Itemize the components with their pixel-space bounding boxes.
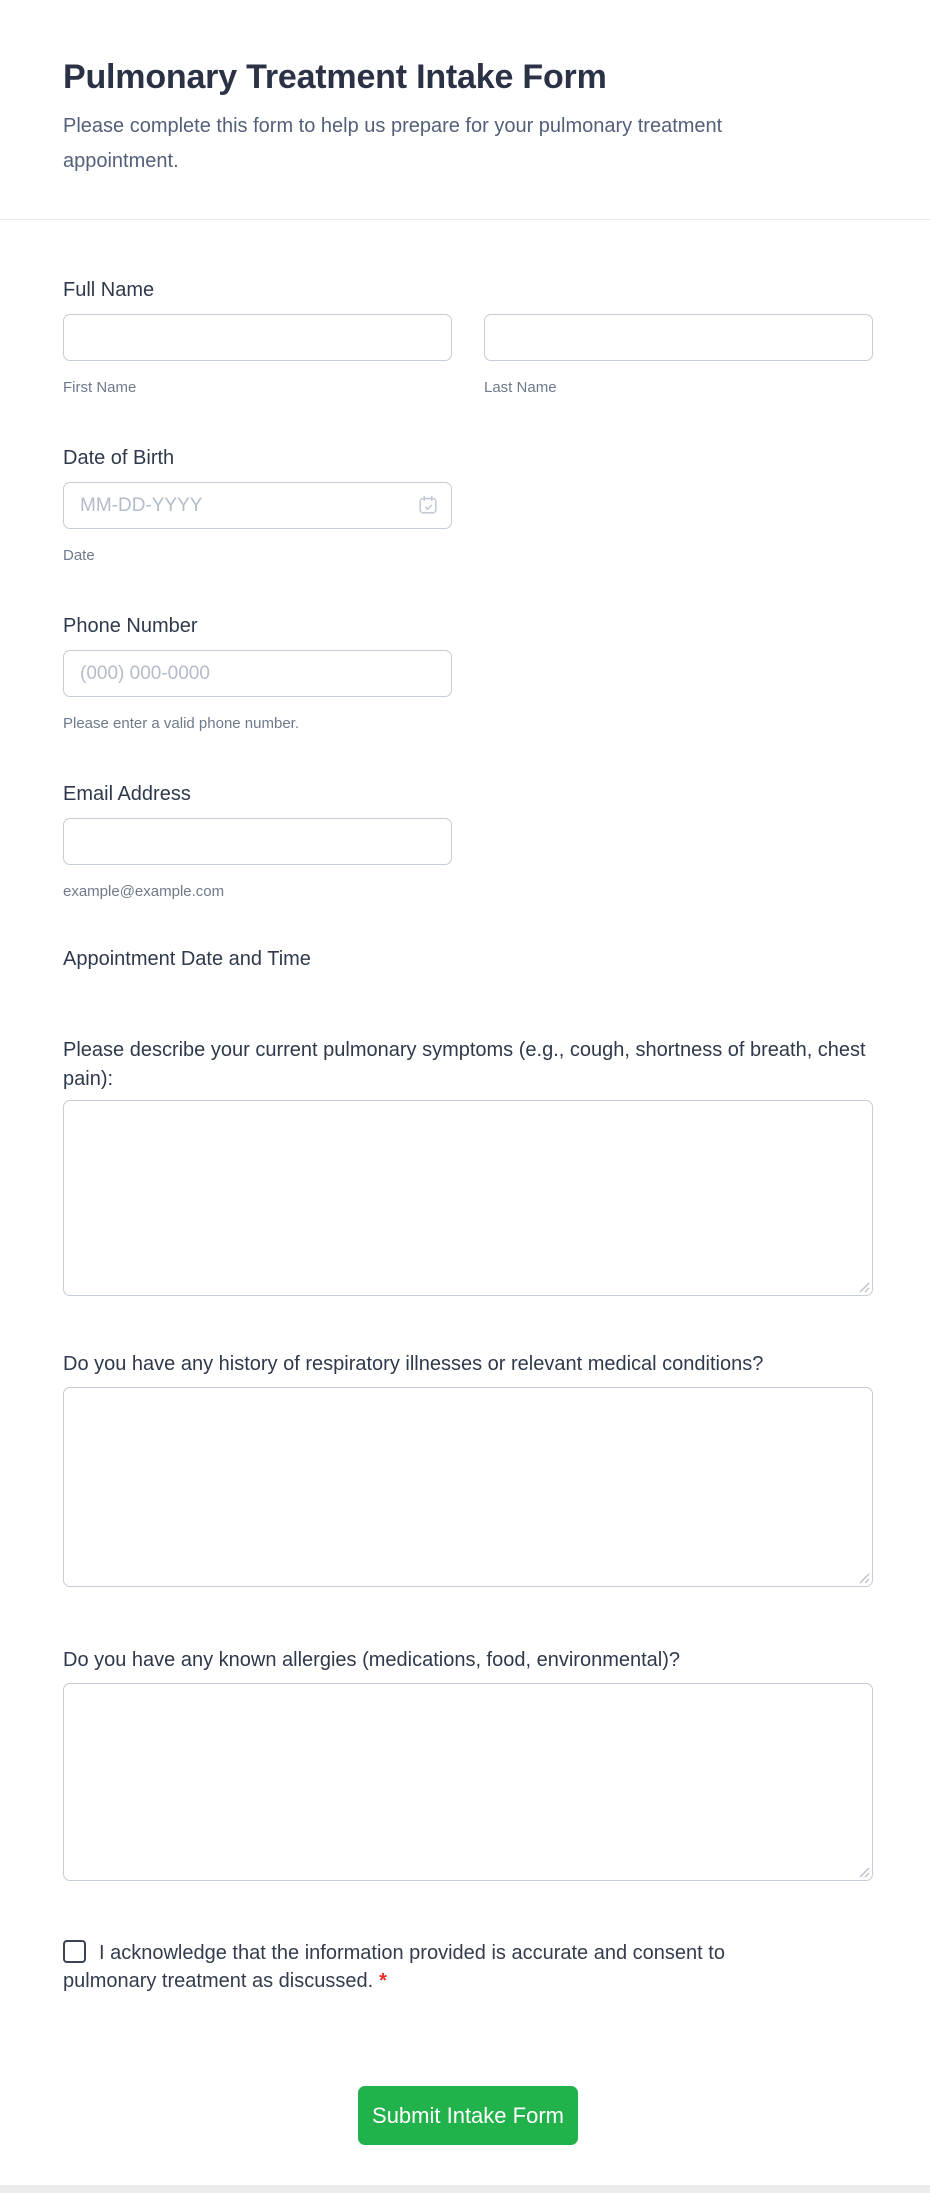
page-subtitle: Please complete this form to help us prepare for your pulmonary treatment appointment. — [63, 115, 723, 172]
history-label: Do you have any history of respiratory illnesses or relevant medical conditions? — [63, 1353, 764, 1375]
phone-input[interactable] — [63, 650, 452, 697]
last-name-col — [484, 314, 873, 398]
email-sublabel: example@example.com — [63, 883, 225, 900]
allergies-textarea[interactable] — [63, 1683, 873, 1881]
consent-checkbox[interactable] — [63, 1940, 86, 1963]
required-asterisk: * — [379, 1970, 387, 1992]
dob-input-wrap — [63, 482, 452, 529]
first-name-col — [63, 314, 452, 398]
submit-button[interactable]: Submit Intake Form — [358, 2086, 578, 2145]
appointment-label: Appointment Date and Time — [63, 948, 311, 970]
page-title: Pulmonary Treatment Intake Form — [63, 58, 607, 96]
first-name-input[interactable] — [63, 314, 452, 361]
allergies-textarea-wrap — [63, 1683, 873, 1881]
dob-input[interactable] — [63, 482, 452, 529]
symptoms-label: Please describe your current pulmonary symptoms (e.g., cough, shortness of breath, chest pain): — [63, 1039, 866, 1090]
last-name-sublabel: Last Name — [484, 379, 557, 396]
consent-label: I acknowledge that the information provided is accurate and consent to pulmonary treatment as discussed. — [63, 1942, 725, 1992]
symptoms-textarea[interactable] — [63, 1100, 873, 1296]
email-label: Email Address — [63, 783, 191, 805]
consent-row — [63, 1939, 798, 1995]
last-name-input[interactable] — [484, 314, 873, 361]
full-name-label: Full Name — [63, 279, 155, 301]
page-bottom-edge — [0, 2185, 930, 2193]
allergies-label: Do you have any known allergies (medications, food, environmental)? — [63, 1649, 681, 1671]
email-input[interactable] — [63, 818, 452, 865]
full-name-row — [63, 314, 873, 398]
phone-sublabel: Please enter a valid phone number. — [63, 715, 299, 732]
symptoms-textarea-wrap — [63, 1100, 873, 1296]
first-name-sublabel: First Name — [63, 379, 137, 396]
header-divider — [0, 219, 930, 220]
form-body — [0, 277, 930, 2145]
submit-row — [63, 2086, 873, 2145]
dob-label: Date of Birth — [63, 447, 175, 469]
phone-label: Phone Number — [63, 615, 198, 637]
history-textarea[interactable] — [63, 1387, 873, 1587]
form-header — [0, 0, 930, 179]
history-textarea-wrap — [63, 1387, 873, 1587]
dob-sublabel: Date — [63, 547, 95, 564]
